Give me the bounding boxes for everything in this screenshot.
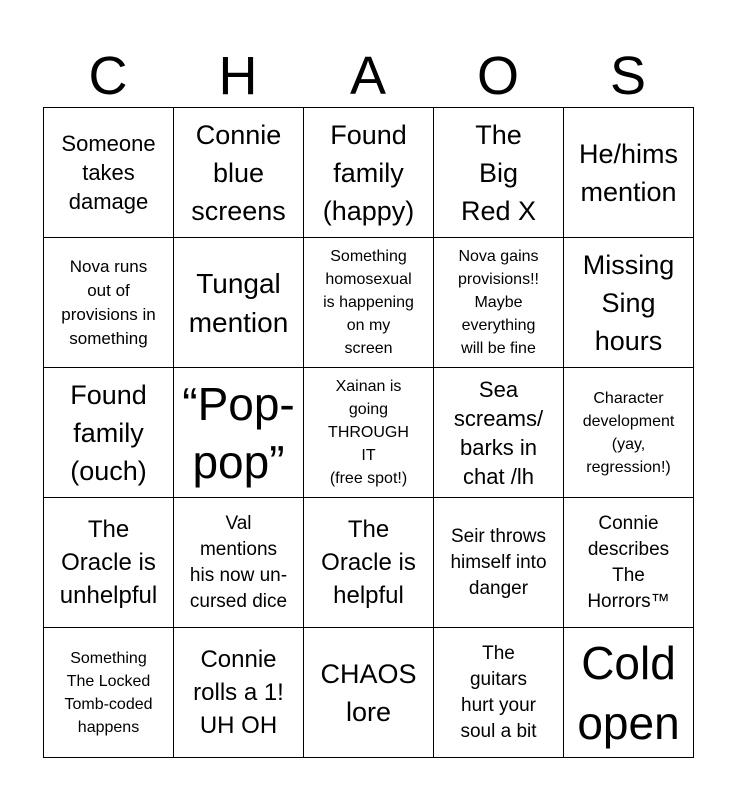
- cell-text: Seir throws himself into danger: [450, 525, 547, 599]
- bingo-cell-4-1[interactable]: [44, 498, 174, 628]
- bingo-cell-4-3[interactable]: [304, 498, 434, 628]
- cell-text: Cold open: [577, 636, 680, 749]
- cell-text: Someone takes damage: [61, 131, 156, 214]
- cell-text: Val mentions his now un- cursed dice: [189, 512, 288, 612]
- bingo-cell-2-1[interactable]: [44, 238, 174, 368]
- cell-text: Found family (ouch): [70, 379, 147, 486]
- bingo-cell-5-2[interactable]: [174, 628, 304, 758]
- bingo-cell-1-2[interactable]: [174, 108, 304, 238]
- cell-text: Something homosexual is happening on my screen: [323, 248, 414, 357]
- bingo-cell-4-5[interactable]: [564, 498, 694, 628]
- cell-text: Connie blue screens: [191, 119, 286, 226]
- cell-text: Missing Sing hours: [582, 249, 675, 356]
- bingo-cell-2-5[interactable]: [564, 238, 694, 368]
- cell-text: Connie describes The Horrors™: [587, 512, 670, 612]
- header-letter-o: O: [476, 46, 519, 106]
- cell-text: CHAOS lore: [320, 658, 417, 727]
- cell-text: Connie rolls a 1! UH OH: [193, 646, 284, 739]
- cell-text: Xainan is going THROUGH IT (free spot!): [328, 378, 409, 487]
- bingo-cell-5-5[interactable]: [564, 628, 694, 758]
- bingo-header: [43, 46, 693, 106]
- header-letter-a: A: [349, 46, 387, 106]
- cell-text: Nova runs out of provisions in something: [61, 256, 156, 348]
- bingo-cell-5-4[interactable]: [434, 628, 564, 758]
- bingo-cell-3-1[interactable]: [44, 368, 174, 498]
- bingo-cell-1-4[interactable]: [434, 108, 564, 238]
- cell-text: Nova gains provisions!! Maybe everything will be fine: [458, 248, 539, 357]
- bingo-board: [43, 107, 694, 758]
- header-letter-c: C: [88, 46, 128, 106]
- bingo-cell-3-5[interactable]: [564, 368, 694, 498]
- cell-text: Character development (yay, regression!): [582, 389, 675, 476]
- bingo-cell-5-3[interactable]: [304, 628, 434, 758]
- bingo-cell-1-1[interactable]: [44, 108, 174, 238]
- header-letter-h: H: [218, 46, 258, 106]
- cell-text: Tungal mention: [188, 267, 289, 338]
- bingo-cell-4-2[interactable]: [174, 498, 304, 628]
- cell-text: Found family (happy): [322, 119, 415, 226]
- cell-text: Sea screams/ barks in chat /lh: [453, 376, 544, 489]
- cell-text: Something The Locked Tomb-coded happens: [64, 649, 153, 736]
- cell-text: The guitars hurt your soul a bit: [460, 642, 537, 742]
- header-letter-s: S: [609, 46, 647, 106]
- cell-text: The Oracle is unhelpful: [59, 516, 158, 609]
- bingo-cell-2-3[interactable]: [304, 238, 434, 368]
- bingo-cell-3-2[interactable]: [174, 368, 304, 498]
- bingo-cell-1-3[interactable]: [304, 108, 434, 238]
- cell-text: The Big Red X: [460, 119, 537, 226]
- bingo-cell-2-4[interactable]: [434, 238, 564, 368]
- bingo-cell-4-4[interactable]: [434, 498, 564, 628]
- cell-text: “Pop- pop”: [182, 377, 295, 488]
- bingo-cell-2-2[interactable]: [174, 238, 304, 368]
- bingo-cell-5-1[interactable]: [44, 628, 174, 758]
- bingo-cell-1-5[interactable]: [564, 108, 694, 238]
- bingo-cell-3-3[interactable]: [304, 368, 434, 498]
- cell-text: The Oracle is helpful: [321, 516, 416, 609]
- cell-text: He/hims mention: [578, 138, 679, 207]
- bingo-cell-3-4[interactable]: [434, 368, 564, 498]
